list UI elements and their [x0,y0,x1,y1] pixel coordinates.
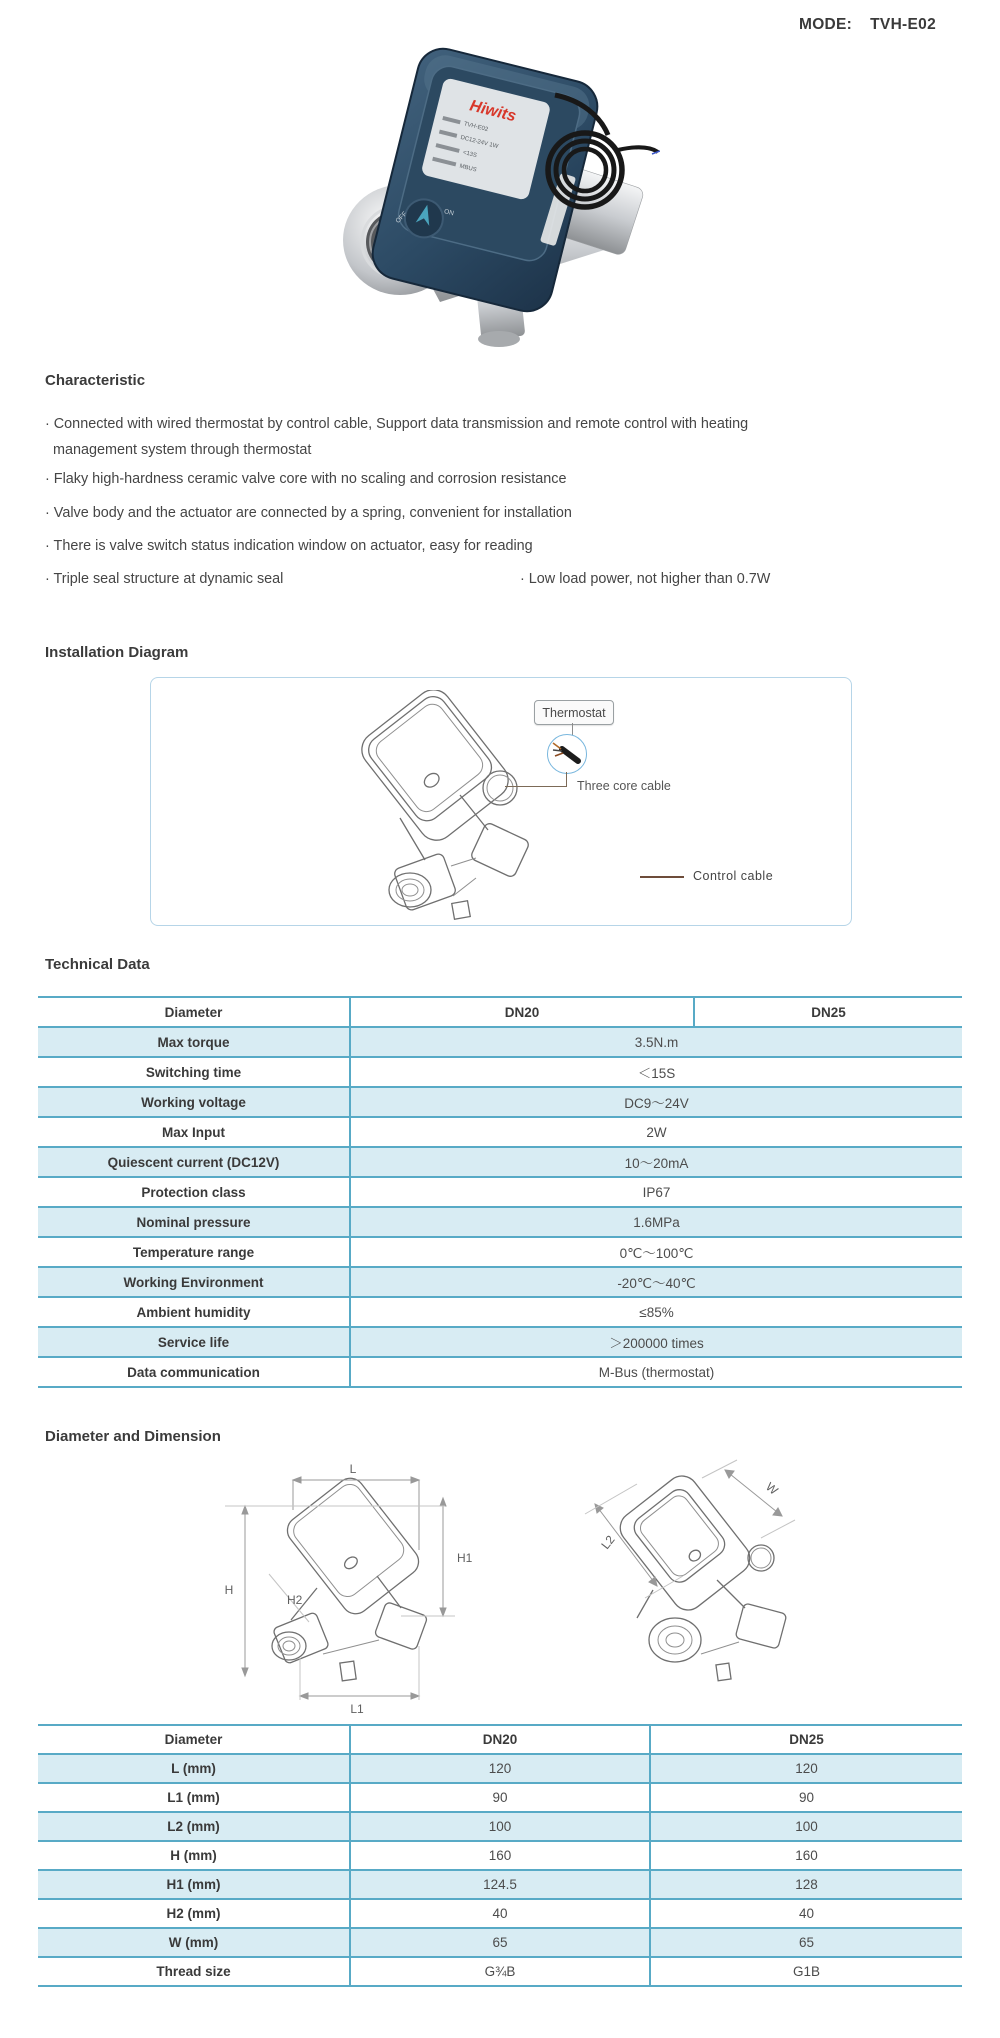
characteristic-title: Characteristic [45,372,146,389]
table-row: Data communication M-Bus (thermostat) [38,1357,962,1387]
dim-label-H2: H2 [287,1593,303,1607]
technical-data-title: Technical Data [45,956,150,973]
thermostat-label: Thermostat [534,700,614,725]
product-photo-art [300,40,660,350]
connector-line-2 [566,772,567,786]
table-row: Working voltage DC9～24V [38,1087,962,1117]
installation-title: Installation Diagram [45,644,189,661]
table-row: Ambient humidity ≤85% [38,1297,962,1327]
dim-label-L2: L2 [598,1532,618,1552]
dim-label-L1: L1 [350,1702,364,1716]
characteristic-bullet-4: · There is valve switch status indication window on actuator, easy for reading [45,538,533,554]
table-header-row: Diameter DN20 DN25 [38,997,962,1027]
connector-line-1 [572,723,573,735]
three-core-cable-icon [548,735,583,770]
svg-text:ON: ON [443,208,455,218]
dim-label-W: W [763,1479,781,1498]
characteristic-bullet-1: · Connected with wired thermostat by control cable, Support data transmission and remote control with heating [45,416,749,432]
characteristic-bullet-6: · Low load power, not higher than 0.7W [520,571,771,587]
table-row: Nominal pressure 1.6MPa [38,1207,962,1237]
connector-line-3 [505,786,567,787]
table-row: Protection class IP67 [38,1177,962,1207]
table-row: Working Environment -20℃～40℃ [38,1267,962,1297]
table-row: W (mm) 65 65 [38,1928,962,1957]
svg-text:OFF: OFF [394,210,409,225]
table-row: Service life ＞200000 times [38,1327,962,1357]
dimension-title: Diameter and Dimension [45,1428,221,1445]
dim-label-H1: H1 [457,1551,473,1565]
table-row: H1 (mm) 124.5 128 [38,1870,962,1899]
characteristic-bullet-5: · Triple seal structure at dynamic seal [45,571,284,587]
table-row: Max torque 3.5N.m [38,1027,962,1057]
table-row: L2 (mm) 100 100 [38,1812,962,1841]
product-photo [300,40,660,350]
svg-text:DC12-24V 1W: DC12-24V 1W [459,134,499,151]
model-value: TVH-E02 [870,16,936,33]
table-row: L1 (mm) 90 90 [38,1783,962,1812]
brand-text: Hiwits [467,97,518,126]
table-row: Thread size G¾B G1B [38,1957,962,1986]
dim-label-L: L [349,1462,357,1476]
characteristic-bullet-2: · Flaky high-hardness ceramic valve core with no scaling and corrosion resistance [45,471,567,487]
table-header-row: Diameter DN20 DN25 [38,1725,962,1754]
characteristic-bullet-1b: management system through thermostat [53,442,312,458]
table-row: Max Input 2W [38,1117,962,1147]
svg-text:<13S: <13S [462,149,478,160]
characteristic-bullet-3: · Valve body and the actuator are connected by a spring, convenient for installation [45,505,572,521]
control-cable-label: Control cable [693,869,774,883]
dimension-drawing [205,1458,805,1718]
table-row: Quiescent current (DC12V) 10～20mA [38,1147,962,1177]
table-row: H (mm) 160 160 [38,1841,962,1870]
three-core-cable-label: Three core cable [577,779,671,793]
table-row: L (mm) 120 120 [38,1754,962,1783]
control-cable-line [640,876,684,878]
table-row: Temperature range 0℃～100℃ [38,1237,962,1267]
valve-line-art [170,690,530,920]
table-row: H2 (mm) 40 40 [38,1899,962,1928]
dim-label-H: H [224,1583,234,1597]
model-line [799,16,936,34]
technical-data-table [38,996,962,1388]
model-label: MODE: [798,16,853,33]
dimension-table [38,1724,962,1987]
table-row: Switching time ＜15S [38,1057,962,1087]
cable-cross-section [547,734,587,774]
svg-text:TVH-E02: TVH-E02 [463,121,489,134]
svg-text:MBUS: MBUS [458,163,478,174]
